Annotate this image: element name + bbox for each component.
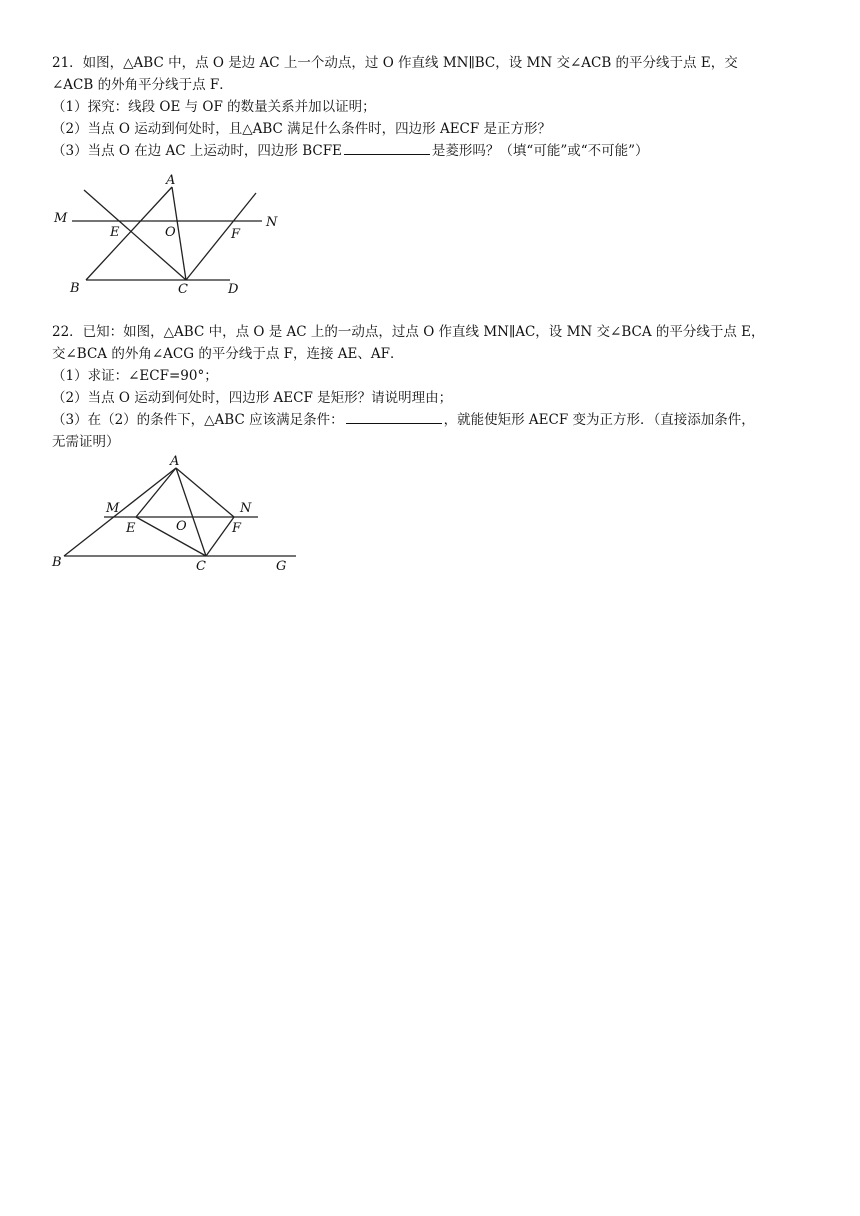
p22-segment-cf <box>206 517 234 556</box>
p21-q3-text-after: 是菱形吗？（填“可能”或“不可能”） <box>431 143 649 159</box>
p22-q3-text-after: ，就能使矩形 AECF 变为正方形．（直接添加条件， <box>443 412 755 428</box>
p22-figure <box>0 452 310 577</box>
p22-label-g: G <box>276 559 287 574</box>
p22-label-b: B <box>52 555 62 570</box>
p22-segment-ce <box>136 517 206 556</box>
p22-label-a: A <box>170 454 180 469</box>
p22-label-m: M <box>106 501 120 516</box>
p21-bisector-cf <box>186 193 256 280</box>
p21-stem-line2: ∠ACB 的外角平分线于点 F． <box>52 77 233 93</box>
p21-q3-text-before: （3）当点 O 在边 AC 上运动时，四边形 BCFE <box>52 143 342 159</box>
p21-label-a: A <box>166 173 176 188</box>
p22-answer-blank[interactable] <box>346 409 442 424</box>
p22-question-3 <box>52 409 812 431</box>
p22-question-3-line2: 无需证明） <box>52 434 120 450</box>
p22-question-1: （1）求证：∠ECF=90°； <box>52 368 218 384</box>
problem-22 <box>52 321 812 453</box>
p21-label-c: C <box>178 282 188 297</box>
p21-segment-ab <box>86 187 172 280</box>
p21-label-m: M <box>54 211 68 226</box>
p22-label-f: F <box>232 521 242 536</box>
p22-segment-ab <box>64 468 176 556</box>
p22-label-e: E <box>126 521 136 536</box>
p21-label-n: N <box>266 215 278 230</box>
p21-question-2: （2）当点 O 运动到何处时，且△ABC 满足什么条件时，四边形 AECF 是正方形？ <box>52 121 552 137</box>
p21-label-d: D <box>228 282 239 297</box>
p22-label-c: C <box>196 559 206 574</box>
problem-21 <box>52 52 812 162</box>
p22-label-o: O <box>176 519 187 534</box>
p21-question-1: （1）探究：线段 OE 与 OF 的数量关系并加以证明； <box>52 99 376 115</box>
p21-question-3 <box>52 140 812 162</box>
p21-label-f: F <box>231 227 241 242</box>
p22-question-2: （2）当点 O 运动到何处时，四边形 AECF 是矩形？请说明理由； <box>52 390 453 406</box>
p22-stem-line2: 交∠BCA 的外角∠ACG 的平分线于点 F，连接 AE、AF． <box>52 346 404 362</box>
p21-label-o: O <box>165 225 176 240</box>
p21-answer-blank[interactable] <box>344 140 430 155</box>
p22-q3-text-before: （3）在（2）的条件下，△ABC 应该满足条件： <box>52 412 344 428</box>
p21-label-e: E <box>110 225 120 240</box>
p22-segment-ae <box>136 468 176 517</box>
p22-label-n: N <box>240 501 252 516</box>
p21-stem-line1: 21．如图，△ABC 中，点 O 是边 AC 上一个动点，过 O 作直线 MN∥BC，设 MN 交∠ACB 的平分线于点 E，交 <box>52 55 738 71</box>
p21-label-b: B <box>70 281 80 296</box>
p22-stem-line1: 22．已知：如图，△ABC 中，点 O 是 AC 上的一动点，过点 O 作直线 MN∥AC，设 MN 交∠BCA 的平分线于点 E， <box>52 324 765 340</box>
p21-figure <box>0 170 300 300</box>
